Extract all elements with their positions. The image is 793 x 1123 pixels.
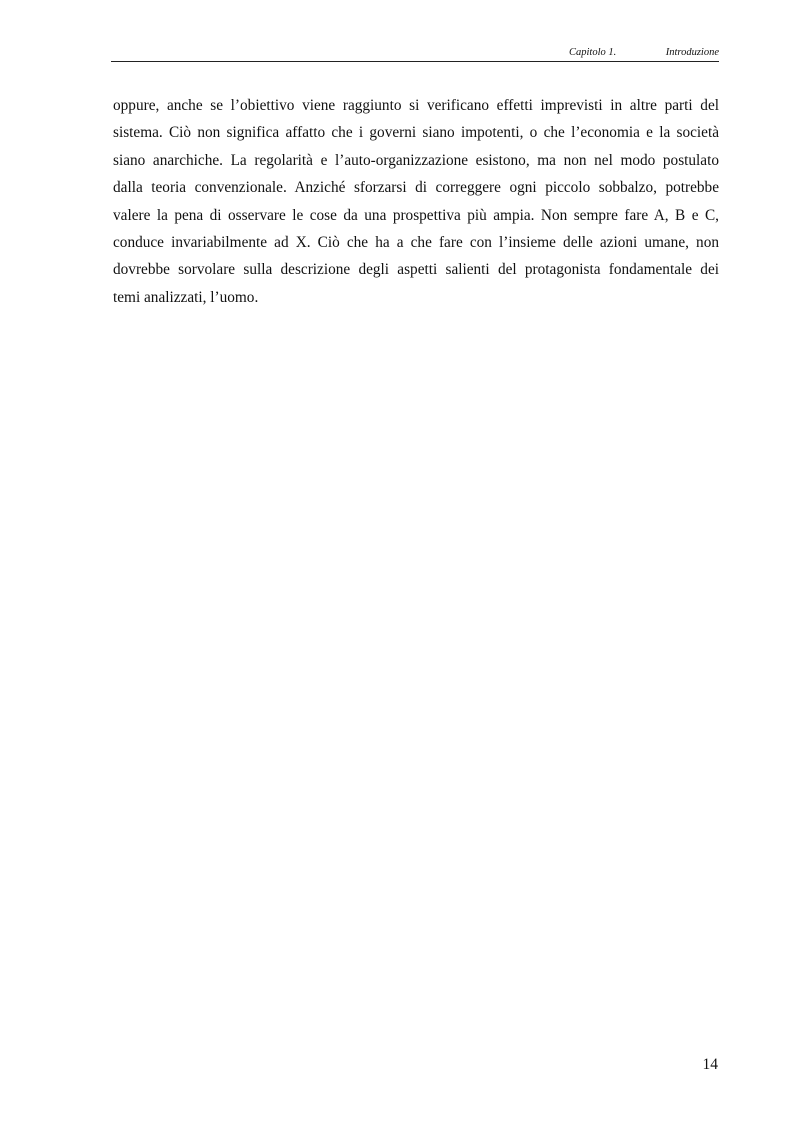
paragraph-line: oppure, anche se l’obiettivo viene raggiunto si verificano effetti imprevisti in altre parti del (113, 97, 719, 114)
paragraph-line: dalla teoria convenzionale. Anziché sforzarsi di correggere ogni piccolo sobbalzo, potrebbe (113, 179, 719, 197)
paragraph-line: temi analizzati, l’uomo. (113, 288, 259, 306)
paragraph-line: sistema. Ciò non significa affatto che i governi siano impotenti, o che l’economia e la società (113, 124, 719, 142)
header-chapter: Capitolo 1. (569, 47, 617, 58)
body-paragraph (113, 92, 719, 311)
paragraph-line: valere la pena di osservare le cose da una prospettiva più ampia. Non sempre fare A, B e C, (113, 206, 719, 224)
header-section-title: Introduzione (665, 47, 719, 58)
paragraph-line: conduce invariabilmente ad X. Ciò che ha a che fare con l’insieme delle azioni umane, non (113, 234, 719, 252)
running-header (111, 44, 719, 62)
paragraph-line: siano anarchiche. La regolarità e l’auto-organizzazione esistono, ma non nel modo postulato (113, 151, 719, 169)
paragraph-line: dovrebbe sorvolare sulla descrizione degli aspetti salienti del protagonista fondamentale dei (113, 261, 719, 279)
page-number: 14 (702, 1056, 718, 1073)
